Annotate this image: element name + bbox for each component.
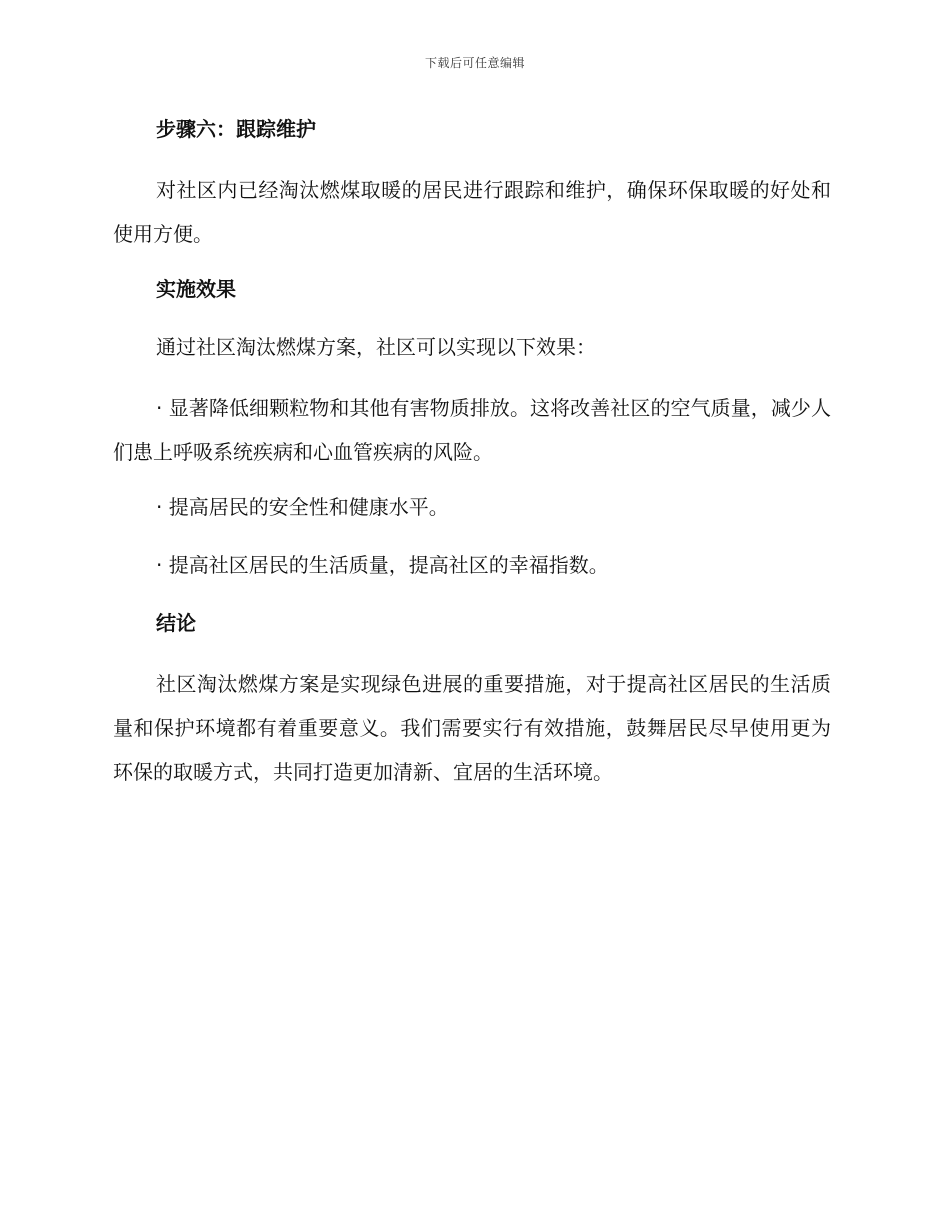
paragraph-conclusion: 社区淘汰燃煤方案是实现绿色进展的重要措施，对于提高社区居民的生活质量和保护环境都有着重要意义。我们需要实行有效措施，鼓舞居民尽早使用更为环保的取暖方式，共同打造更加清新、宜居的生活环境。 [113, 672, 831, 784]
heading-effect: 实施效果 [156, 277, 236, 301]
heading-conclusion: 结论 [156, 611, 196, 635]
bullet-item: · 显著降低细颗粒物和其他有害物质排放。这将改善社区的空气质量，减少人们患上呼吸系统疾病和心血管疾病的风险。 [113, 396, 831, 464]
document-body [113, 110, 831, 808]
bullet-item: · 提高居民的安全性和健康水平。 [156, 495, 449, 519]
bullet-item: · 提高社区居民的生活质量，提高社区的幸福指数。 [156, 553, 609, 577]
heading-step6: 步骤六：跟踪维护 [156, 117, 316, 141]
paragraph-effect-intro: 通过社区淘汰燃煤方案，社区可以实现以下效果： [156, 335, 596, 359]
paragraph-step6: 对社区内已经淘汰燃煤取暖的居民进行跟踪和维护，确保环保取暖的好处和使用方便。 [113, 178, 831, 246]
header-note: 下载后可任意编辑 [424, 56, 525, 70]
